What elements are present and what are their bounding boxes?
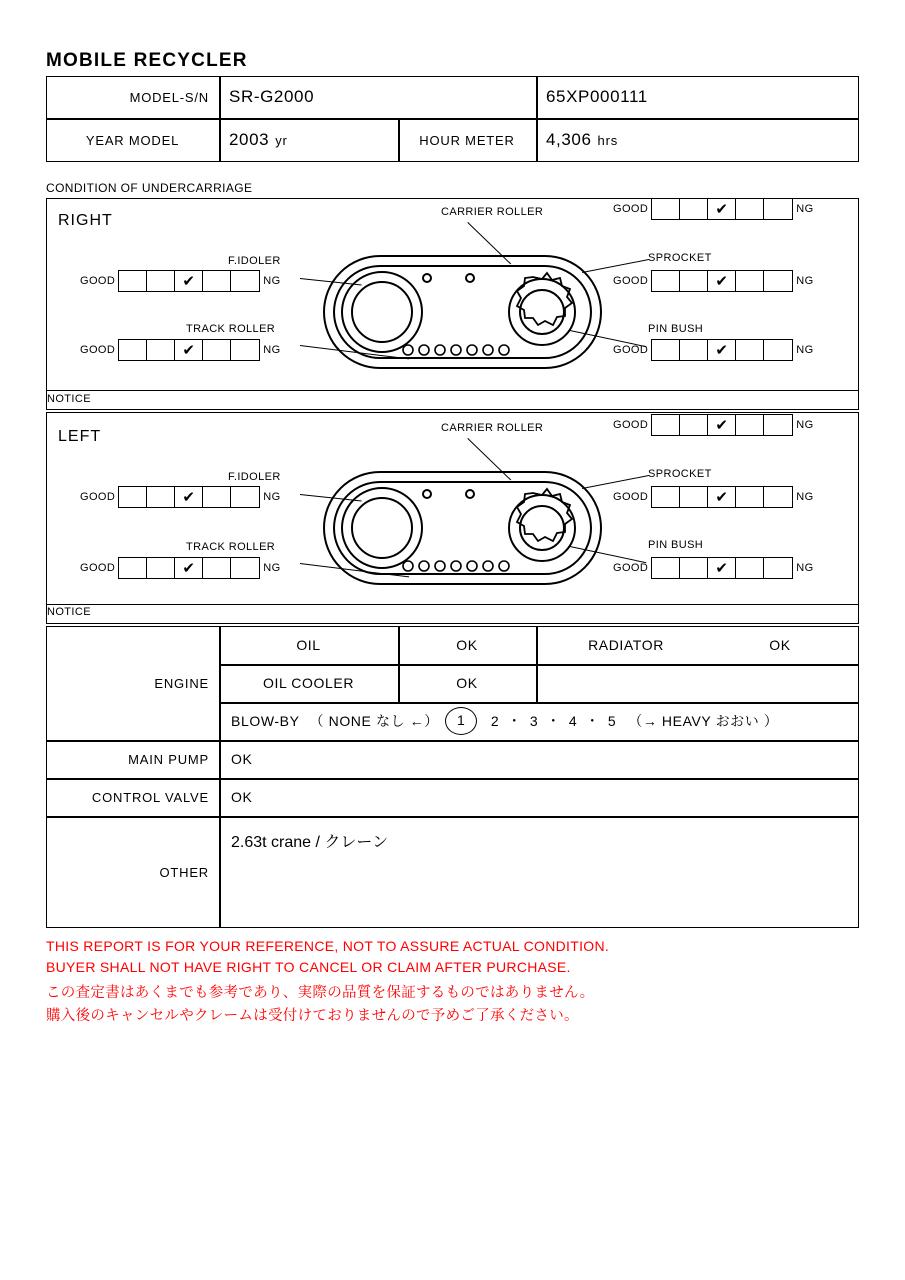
left-notice-divider — [46, 604, 859, 605]
main-pump-value: OK — [231, 751, 253, 767]
left-f-idoler-rating[interactable] — [80, 486, 281, 508]
header-col-divider-2 — [536, 76, 538, 118]
rating-box-4[interactable] — [736, 199, 764, 219]
blowby-prefix: （ NONE なし ←） — [309, 713, 439, 729]
control-valve-label: CONTROL VALVE — [91, 789, 209, 805]
good-label: GOOD — [80, 491, 116, 503]
blowby-separator-2: ・ — [546, 713, 561, 729]
right-f-idoler-label: F.IDOLER — [228, 255, 281, 267]
rating-box-2[interactable] — [147, 271, 175, 291]
left-sprocket-rating[interactable] — [613, 486, 814, 508]
rating-box-1[interactable] — [119, 271, 147, 291]
rating-box-2[interactable] — [680, 487, 708, 507]
year-label: YEAR MODEL — [85, 132, 180, 148]
right-side-label: RIGHT — [58, 212, 113, 229]
rating-box-1[interactable] — [119, 340, 147, 360]
hour-meter-unit: hrs — [597, 132, 619, 148]
rating-box-5[interactable] — [231, 558, 259, 578]
left-sprocket-label: SPROCKET — [648, 468, 712, 480]
ng-label: NG — [796, 562, 814, 574]
footer-warning-line1: THIS REPORT IS FOR YOUR REFERENCE, NOT TO ASSURE ACTUAL CONDITION. — [46, 938, 610, 954]
undercarriage-section-label: CONDITION OF UNDERCARRIAGE — [46, 181, 253, 195]
rating-box-3[interactable]: ✔ — [708, 271, 736, 291]
rating-box-4[interactable] — [736, 415, 764, 435]
rating-box-2[interactable] — [680, 415, 708, 435]
blowby-option-2[interactable]: 2 — [490, 713, 500, 729]
rating-box-1[interactable] — [652, 199, 680, 219]
blowby-option-4[interactable]: 4 — [568, 713, 578, 729]
rating-box-5[interactable] — [764, 199, 792, 219]
rating-box-4[interactable] — [736, 487, 764, 507]
footer-warning-line3: この査定書はあくまでも参考であり、実際の品質を保証するものではありません。 — [46, 985, 595, 1001]
rating-boxes — [651, 198, 793, 220]
left-track-roller-label: TRACK ROLLER — [186, 541, 276, 553]
blowby-option-1[interactable]: 1 — [445, 707, 477, 735]
rating-box-3[interactable]: ✔ — [175, 487, 203, 507]
rating-box-5[interactable] — [764, 487, 792, 507]
rating-box-1[interactable] — [652, 558, 680, 578]
right-sprocket-label: SPROCKET — [648, 252, 712, 264]
rating-box-2[interactable] — [680, 199, 708, 219]
hour-meter-value: 4,306 — [546, 130, 592, 149]
rating-box-5[interactable] — [764, 415, 792, 435]
other-value: 2.63t crane / クレーン — [231, 833, 389, 851]
right-sprocket-rating[interactable] — [613, 270, 814, 292]
rating-box-2[interactable] — [680, 340, 708, 360]
ng-label: NG — [263, 491, 281, 503]
rating-box-2[interactable] — [147, 487, 175, 507]
rating-box-5[interactable] — [764, 340, 792, 360]
rating-boxes — [118, 557, 260, 579]
left-carrier-roller-label: CARRIER ROLLER — [441, 422, 544, 434]
rating-box-2[interactable] — [680, 558, 708, 578]
year-value-group — [229, 118, 394, 162]
right-notice-divider — [46, 390, 859, 391]
ng-label: NG — [263, 344, 281, 356]
rating-boxes — [651, 339, 793, 361]
right-pin-bush-rating[interactable] — [613, 339, 814, 361]
rating-box-1[interactable] — [652, 415, 680, 435]
rating-box-3[interactable]: ✔ — [708, 487, 736, 507]
rating-box-4[interactable] — [203, 271, 231, 291]
good-label: GOOD — [613, 562, 649, 574]
rating-box-4[interactable] — [736, 271, 764, 291]
model-label: MODEL-S/N — [129, 89, 209, 105]
left-pin-bush-rating[interactable] — [613, 557, 814, 579]
good-label: GOOD — [613, 344, 649, 356]
rating-box-5[interactable] — [231, 271, 259, 291]
rating-box-1[interactable] — [652, 487, 680, 507]
rating-box-4[interactable] — [203, 558, 231, 578]
rating-boxes — [118, 270, 260, 292]
rating-box-3[interactable]: ✔ — [708, 415, 736, 435]
hour-meter-value-group — [546, 118, 846, 162]
blowby-option-5[interactable]: 5 — [607, 713, 617, 729]
blowby-label: BLOW-BY — [231, 713, 300, 729]
engine-label: ENGINE — [154, 675, 209, 691]
page-title: MOBILE RECYCLER — [46, 50, 248, 71]
good-label: GOOD — [613, 491, 649, 503]
ng-label: NG — [796, 344, 814, 356]
good-label: GOOD — [613, 203, 649, 215]
oil-cooler-value: OK — [456, 675, 478, 691]
other-label: OTHER — [159, 864, 209, 880]
left-side-label: LEFT — [58, 428, 102, 445]
radiator-label: RADIATOR — [588, 637, 664, 653]
rating-box-1[interactable] — [652, 271, 680, 291]
left-track-roller-rating[interactable] — [80, 557, 281, 579]
good-label: GOOD — [613, 275, 649, 287]
blowby-separator-3: ・ — [585, 713, 600, 729]
rating-boxes — [118, 486, 260, 508]
ng-label: NG — [796, 275, 814, 287]
control-valve-value: OK — [231, 789, 253, 805]
hour-meter-label: HOUR METER — [419, 132, 515, 148]
header-col-divider-4 — [536, 118, 538, 162]
rating-box-5[interactable] — [231, 340, 259, 360]
right-pin-bush-label: PIN BUSH — [648, 323, 704, 335]
footer-warning-line2: BUYER SHALL NOT HAVE RIGHT TO CANCEL OR CLAIM AFTER PURCHASE. — [46, 959, 571, 975]
right-carrier-roller-label: CARRIER ROLLER — [441, 206, 544, 218]
rating-box-2[interactable] — [147, 340, 175, 360]
right-track-roller-label: TRACK ROLLER — [186, 323, 276, 335]
rating-box-1[interactable] — [652, 340, 680, 360]
blowby-separator-1: ・ — [507, 713, 522, 729]
rating-boxes — [118, 339, 260, 361]
rating-box-3[interactable]: ✔ — [175, 271, 203, 291]
rating-boxes — [651, 270, 793, 292]
rating-boxes — [651, 557, 793, 579]
left-f-idoler-label: F.IDOLER — [228, 471, 281, 483]
rating-box-1[interactable] — [119, 487, 147, 507]
footer-warning-line4: 購入後のキャンセルやクレームは受付けておりませんので予めご了承ください。 — [46, 1008, 579, 1024]
right-carrier-roller-rating[interactable] — [613, 198, 814, 220]
rating-box-3[interactable]: ✔ — [175, 558, 203, 578]
rating-box-4[interactable] — [203, 487, 231, 507]
ng-label: NG — [263, 275, 281, 287]
rating-boxes — [651, 414, 793, 436]
good-label: GOOD — [80, 562, 116, 574]
rating-box-3[interactable]: ✔ — [708, 199, 736, 219]
rating-box-2[interactable] — [147, 558, 175, 578]
right-f-idoler-rating[interactable] — [80, 270, 281, 292]
left-carrier-roller-rating[interactable] — [613, 414, 814, 436]
left-pin-bush-label: PIN BUSH — [648, 539, 704, 551]
radiator-value: OK — [769, 637, 791, 653]
good-label: GOOD — [80, 344, 116, 356]
blowby-row — [231, 702, 851, 740]
rating-box-4[interactable] — [736, 340, 764, 360]
ng-label: NG — [796, 203, 814, 215]
engine-oil-value: OK — [456, 637, 478, 653]
serial-value: 65XP000111 — [546, 87, 648, 106]
blowby-option-3[interactable]: 3 — [529, 713, 539, 729]
header-col-divider-1 — [219, 76, 221, 162]
left-notice-label: NOTICE — [47, 606, 91, 618]
right-notice-label: NOTICE — [47, 393, 91, 405]
rating-box-5[interactable] — [764, 558, 792, 578]
right-track-illustration — [320, 252, 605, 372]
good-label: GOOD — [80, 275, 116, 287]
rating-box-3[interactable]: ✔ — [708, 340, 736, 360]
rating-box-3[interactable]: ✔ — [708, 558, 736, 578]
right-track-roller-rating[interactable] — [80, 339, 281, 361]
rating-box-4[interactable] — [736, 558, 764, 578]
rating-box-4[interactable] — [203, 340, 231, 360]
main-pump-label: MAIN PUMP — [128, 751, 209, 767]
year-unit: yr — [275, 132, 288, 148]
good-label: GOOD — [613, 419, 649, 431]
rating-box-2[interactable] — [680, 271, 708, 291]
ng-label: NG — [796, 491, 814, 503]
rating-box-1[interactable] — [119, 558, 147, 578]
rating-boxes — [651, 486, 793, 508]
ng-label: NG — [796, 419, 814, 431]
year-value: 2003 — [229, 130, 270, 149]
oil-cooler-label: OIL COOLER — [262, 675, 355, 691]
rating-box-5[interactable] — [231, 487, 259, 507]
engine-oil-label: OIL — [296, 637, 321, 653]
blowby-suffix: （→ HEAVY おおい ） — [628, 713, 779, 729]
rating-box-3[interactable]: ✔ — [175, 340, 203, 360]
rating-box-5[interactable] — [764, 271, 792, 291]
ng-label: NG — [263, 562, 281, 574]
model-value: SR-G2000 — [229, 87, 315, 106]
